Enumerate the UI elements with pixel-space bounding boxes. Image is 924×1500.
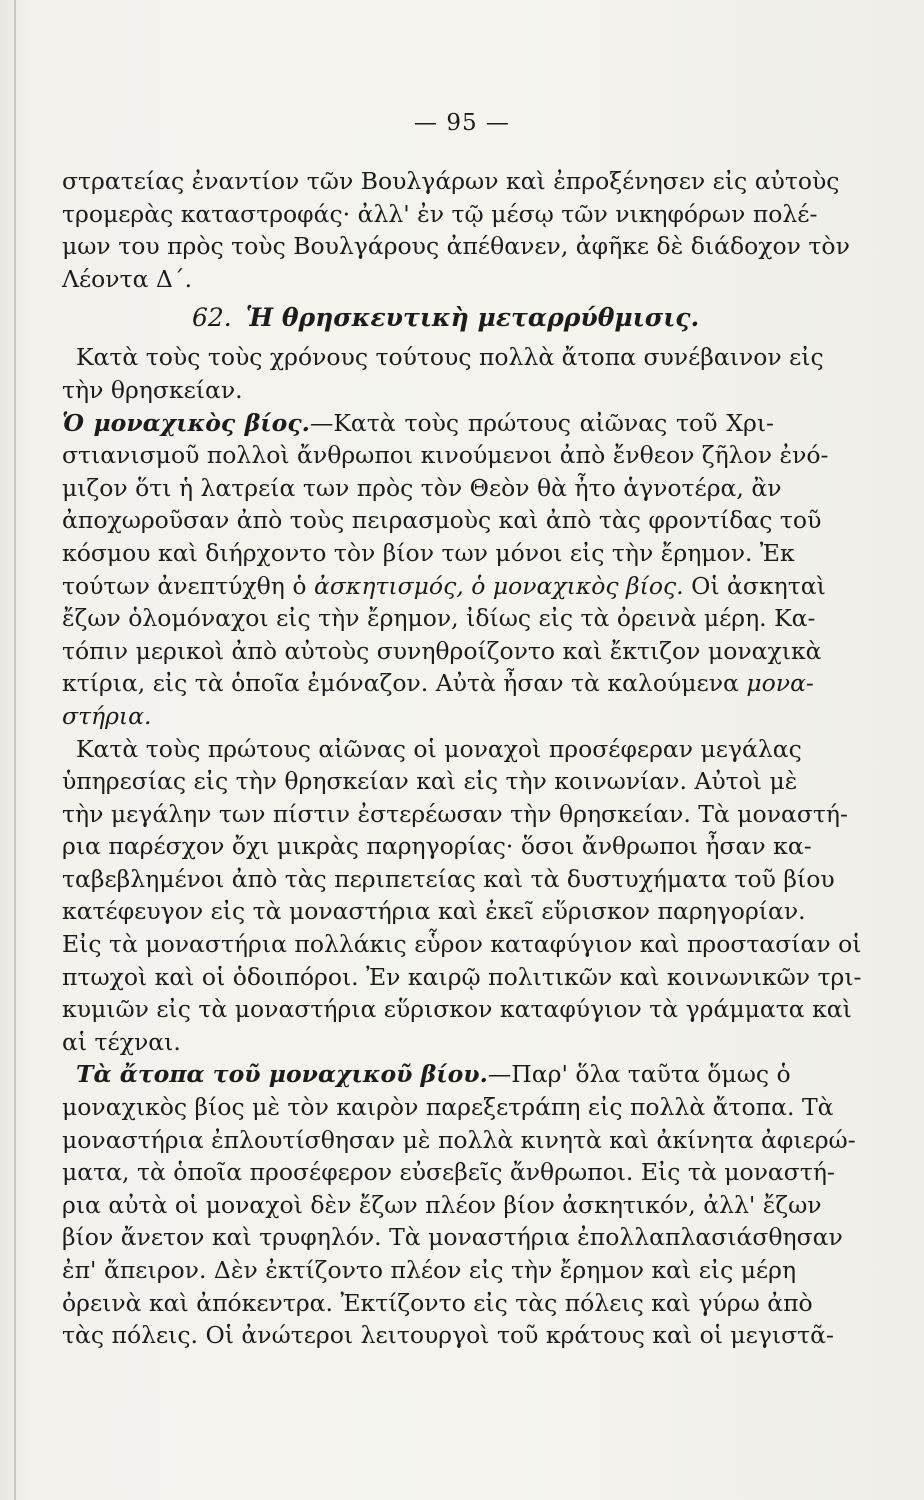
text-line: κυμιῶν εἰς τὰ μοναστήρια εὕρισκον καταφύγιον τὰ γράμματα καὶ bbox=[62, 995, 852, 1024]
text-line: μοναχικὸς βίος μὲ τὸν καιρὸν παρεξετράπη εἰς πολλὰ ἄτοπα. Τὰ bbox=[62, 1093, 834, 1122]
section-heading bbox=[62, 295, 774, 341]
text-line: ἔζων ὁλομόναχοι εἰς τὴν ἔρημον, ἰδίως εἰς τὰ ὀρεινὰ μέρη. Κα- bbox=[62, 604, 816, 633]
text-line: μιζον ὅτι ἡ λατρεία των πρὸς τὸν Θεὸν θὰ ἦτο ἁγνοτέρα, ἂν bbox=[62, 473, 782, 502]
page-number: — 95 — bbox=[414, 110, 510, 136]
text-line: μων του πρὸς τοὺς Βουλγάρους ἀπέθανεν, ἀφῆκε δὲ διάδοχον τὸν bbox=[62, 232, 850, 261]
section-number: 62. bbox=[192, 303, 232, 333]
text-line: ρια παρέσχον ὄχι μικρὰς παρηγορίας· ὅσοι ἄνθρωποι ἦσαν κα- bbox=[62, 832, 812, 861]
text-line bbox=[62, 407, 774, 440]
italic-term: στήρια. bbox=[62, 701, 152, 730]
text-line: ρια αὐτὰ οἱ μοναχοὶ δὲν ἔζων πλέον βίον ἀσκητικόν, ἀλλ' ἔζων bbox=[62, 1190, 822, 1219]
text-line: τόπιν μερικοὶ ἀπὸ αὐτοὺς συνηθροίζοντο καὶ ἔκτιζον μοναχικὰ bbox=[62, 636, 822, 665]
text-line bbox=[62, 700, 774, 733]
italic-term: μονα- bbox=[746, 669, 814, 698]
text-span: —Παρ' ὅλα ταῦτα ὅμως ὁ bbox=[487, 1060, 791, 1089]
subsection-title: Τὰ ἄτοπα τοῦ μοναχικοῦ βίου. bbox=[76, 1060, 488, 1089]
text-span: τούτων ἀνεπτύχθη ὁ bbox=[62, 571, 307, 600]
text-line: κατέφευγον εἰς τὰ μοναστήρια καὶ ἐκεῖ εὕρισκον παρηγορίαν. bbox=[62, 897, 806, 926]
binding-shadow bbox=[14, 0, 16, 1500]
text-line bbox=[62, 667, 814, 700]
italic-term: ἀσκητισμός, bbox=[314, 571, 464, 600]
text-span: —Κατὰ τοὺς πρώτους αἰῶνας τοῦ Χρι- bbox=[309, 408, 774, 437]
text-line: στρατείας ἐναντίον τῶν Βουλγάρων καὶ ἐπροξένησεν εἰς αὐτοὺς bbox=[62, 167, 840, 195]
italic-term: ὁ μοναχικὸς βίος. bbox=[471, 571, 684, 600]
text-line: τὰς πόλεις. Οἱ ἀνώτεροι λειτουργοὶ τοῦ κράτους καὶ οἱ μεγιστᾶ- bbox=[62, 1321, 834, 1350]
text-line: ταβεβλημένοι ἀπὸ τὰς περιπετείας καὶ τὰ δυστυχήματα τοῦ βίου bbox=[62, 864, 835, 893]
text-line: μοναστήρια ἐπλουτίσθησαν μὲ πολλὰ κινητὰ καὶ ἀκίνητα ἀφιερώ- bbox=[62, 1125, 856, 1154]
text-line: τὴν θρησκείαν. bbox=[62, 375, 243, 404]
text-line: Λέοντα Δ΄. bbox=[62, 264, 193, 293]
text-line: πτωχοὶ καὶ οἱ ὁδοιπόροι. Ἐν καιρῷ πολιτικῶν καὶ κοινωνικῶν τρι- bbox=[62, 962, 862, 991]
text-line: τὴν μεγάλην των πίστιν ἐστερέωσαν τὴν θρησκείαν. Τὰ μοναστή- bbox=[62, 799, 848, 828]
text-line: ὑπηρεσίας εἰς τὴν θρησκείαν καὶ εἰς τὴν κοινωνίαν. Αὐτοὶ μὲ bbox=[62, 767, 798, 796]
text-line: Κατὰ τοὺς τοὺς χρόνους τούτους πολλὰ ἄτοπα συνέβαινον εἰς bbox=[76, 343, 824, 372]
text-line bbox=[62, 1058, 791, 1091]
text-span: κτίρια, εἰς τὰ ὁποῖα ἐμόναζον. Αὐτὰ ἦσαν τὰ καλούμενα bbox=[62, 669, 739, 698]
text-line: Κατὰ τοὺς πρώτους αἰῶνας οἱ μοναχοὶ προσέφεραν μεγάλας bbox=[76, 734, 802, 763]
page-text bbox=[62, 165, 862, 1352]
text-line: ἀποχωροῦσαν ἀπὸ τοὺς πειρασμοὺς καὶ ἀπὸ τὰς φροντίδας τοῦ bbox=[62, 506, 822, 535]
text-line: βίον ἄνετον καὶ τρυφηλόν. Τὰ μοναστήρια ἐπολλαπλασιάσθησαν bbox=[62, 1223, 843, 1252]
subsection-title: Ὁ μοναχικὸς βίος. bbox=[62, 408, 310, 437]
text-line: στιανισμοῦ πολλοὶ ἄνθρωποι κινούμενοι ἀπὸ ἔνθεον ζῆλον ἐνό- bbox=[62, 441, 829, 470]
text-line bbox=[62, 570, 826, 603]
text-line: κόσμου καὶ διήρχοντο τὸν βίον των μόνοι εἰς τὴν ἔρημον. Ἐκ bbox=[62, 538, 795, 567]
text-line: ματα, τὰ ὁποῖα προσέφερον εὐσεβεῖς ἄνθρωποι. Εἰς τὰ μοναστή- bbox=[62, 1158, 835, 1187]
section-title: Ἡ θρησκευτικὴ μεταρρύθμισις. bbox=[245, 303, 700, 333]
text-line: ἐπ' ἄπειρον. Δὲν ἐκτίζοντο πλέον εἰς τὴν ἔρημον καὶ εἰς μέρη bbox=[62, 1256, 797, 1284]
text-line: ὀρεινὰ καὶ ἀπόκεντρα. Ἐκτίζοντο εἰς τὰς πόλεις καὶ γύρω ἀπὸ bbox=[62, 1288, 813, 1317]
text-span: Οἱ ἀσκηταὶ bbox=[691, 571, 826, 600]
text-line: Εἰς τὰ μοναστήρια πολλάκις εὗρον καταφύγιον καὶ προστασίαν οἱ bbox=[62, 930, 862, 959]
text-line: τρομερὰς καταστροφάς· ἀλλ' ἐν τῷ μέσῳ τῶν νικηφόρων πολέ- bbox=[62, 199, 818, 228]
text-line: αἱ τέχναι. bbox=[62, 1027, 181, 1056]
